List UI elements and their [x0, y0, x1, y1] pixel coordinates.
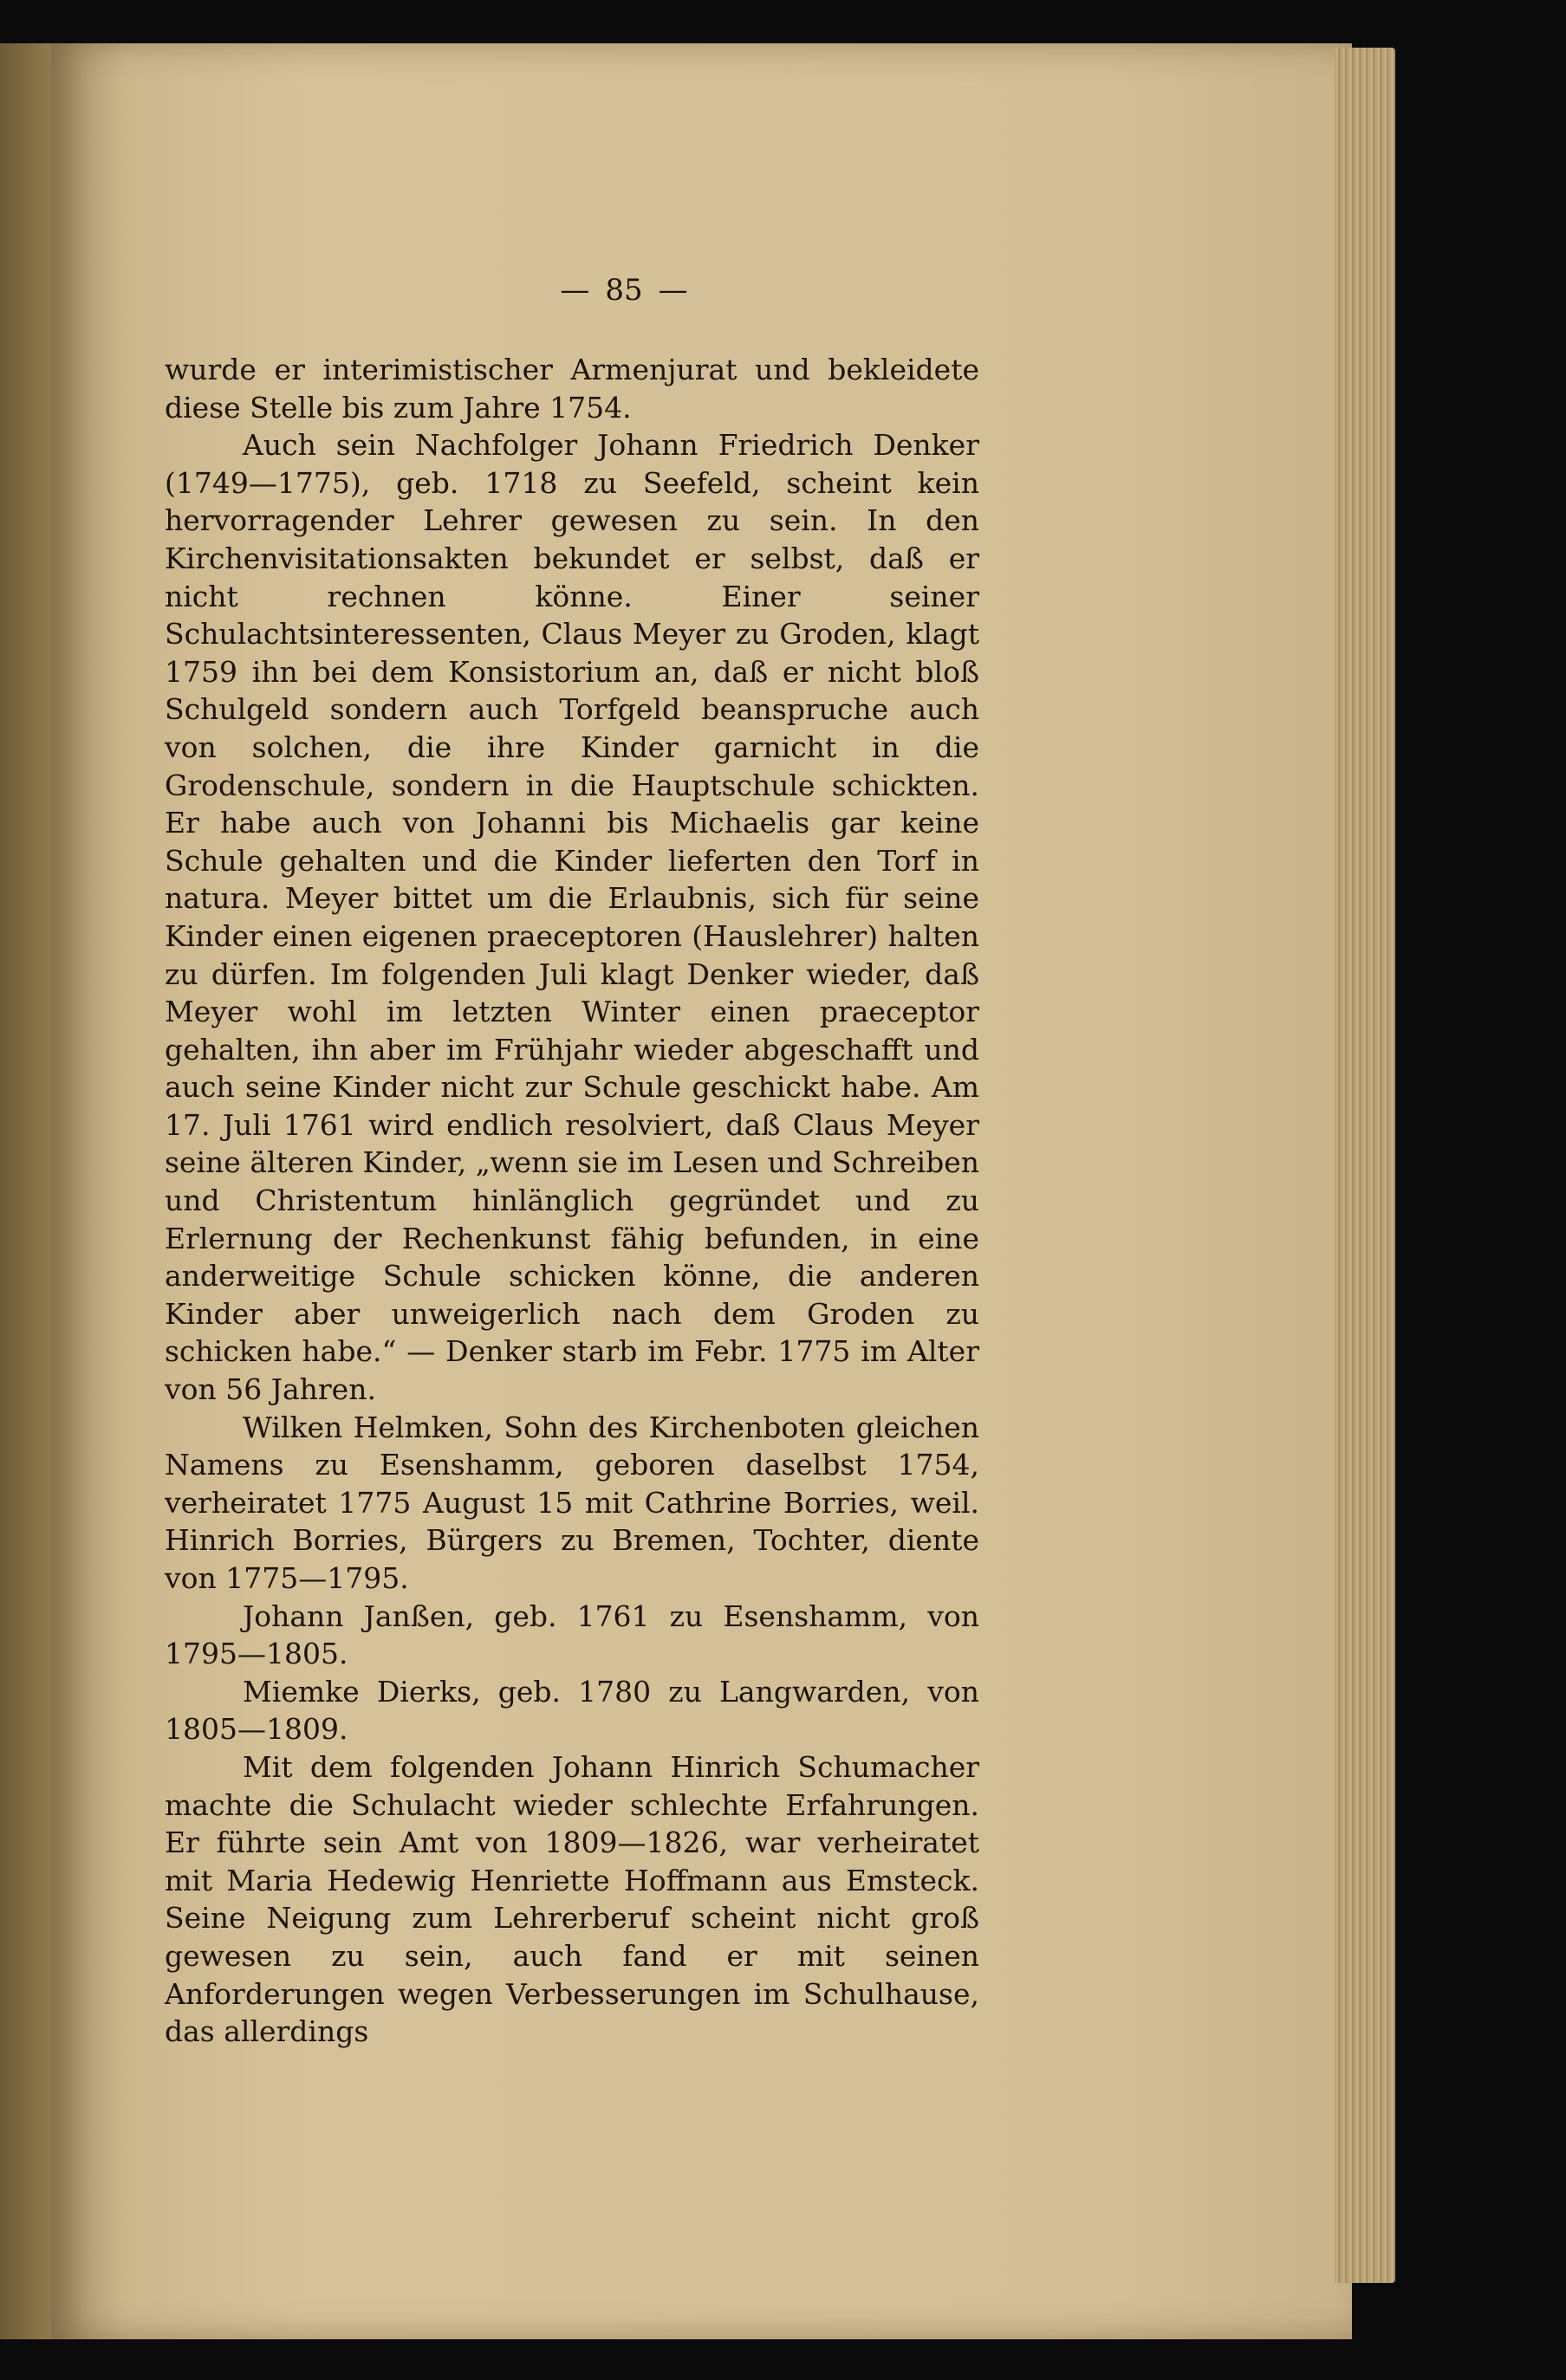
paragraph-1: wurde er interimistischer Armenjurat und bekleidete diese Stelle bis zum Jahre 1754.	[165, 353, 979, 425]
paragraph-4: Johann Janßen, geb. 1761 zu Esenshamm, von 1795—1805.	[165, 1599, 979, 1671]
body-text	[165, 351, 979, 2051]
page-number-value: 85	[605, 273, 643, 308]
page-number-dash-right: —	[658, 273, 688, 308]
paragraph-3: Wilken Helmken, Sohn des Kirchenboten gleichen Namens zu Esenshamm, geboren daselbst 1754, verheiratet 1775 August 15 mit Cathrine Borries, weil. Hinrich Borries, Bürgers zu Bremen, Tochter, diente von 1775—1795.	[165, 1410, 979, 1595]
paragraph-5: Miemke Dierks, geb. 1780 zu Langwarden, von 1805—1809.	[165, 1674, 979, 1747]
page-number	[451, 273, 797, 308]
page-edge-stack	[1335, 48, 1395, 2283]
paragraph-6: Mit dem folgenden Johann Hinrich Schumacher machte die Schulacht wieder schlechte Erfahrungen. Er führte sein Amt von 1809—1826, war verheiratet mit Maria Hedewig Henriette Hoffmann aus Emsteck. Seine Neigung zum Lehrerberuf scheint nicht groß gewesen zu sein, auch fand er mit seinen Anforderungen wegen Verbesserungen im Schulhause, das allerdings	[165, 1749, 979, 2049]
paragraph-2: Auch sein Nachfolger Johann Friedrich Denker (1749—1775), geb. 1718 zu Seefeld, scheint kein hervorragender Lehrer gewesen zu sein. In den Kirchenvisitationsakten bekundet er selbst, daß er nicht rechnen könne. Einer seiner Schulachtsinteressenten, Claus Meyer zu Groden, klagt 1759 ihn bei dem Konsistorium an, daß er nicht bloß Schulgeld sondern auch Torfgeld beanspruche auch von solchen, die ihre Kinder garnicht in die Grodenschule, sondern in die Hauptschule schickten. Er habe auch von Johanni bis Michaelis gar keine Schule gehalten und die Kinder lieferten den Torf in natura. Meyer bittet um die Erlaubnis, sich für seine Kinder einen eigenen praeceptoren (Hauslehrer) halten zu dürfen. Im folgenden Juli klagt Denker wieder, daß Meyer wohl im letzten Winter einen praeceptor gehalten, ihn aber im Frühjahr wieder abgeschafft und auch seine Kinder nicht zur Schule geschickt habe. Am 17. Juli 1761 wird endlich resolviert, daß Claus Meyer seine älteren Kinder, „wenn sie im Lesen und Schreiben und Christentum hinlänglich gegründet und zu Erlernung der Rechenkunst fähig befunden, in eine anderweitige Schule schicken könne, die anderen Kinder aber unweigerlich nach dem Groden zu schicken habe.“ — Denker starb im Febr. 1775 im Alter von 56 Jahren.	[165, 428, 979, 1407]
page-number-dash-left: —	[560, 273, 590, 308]
